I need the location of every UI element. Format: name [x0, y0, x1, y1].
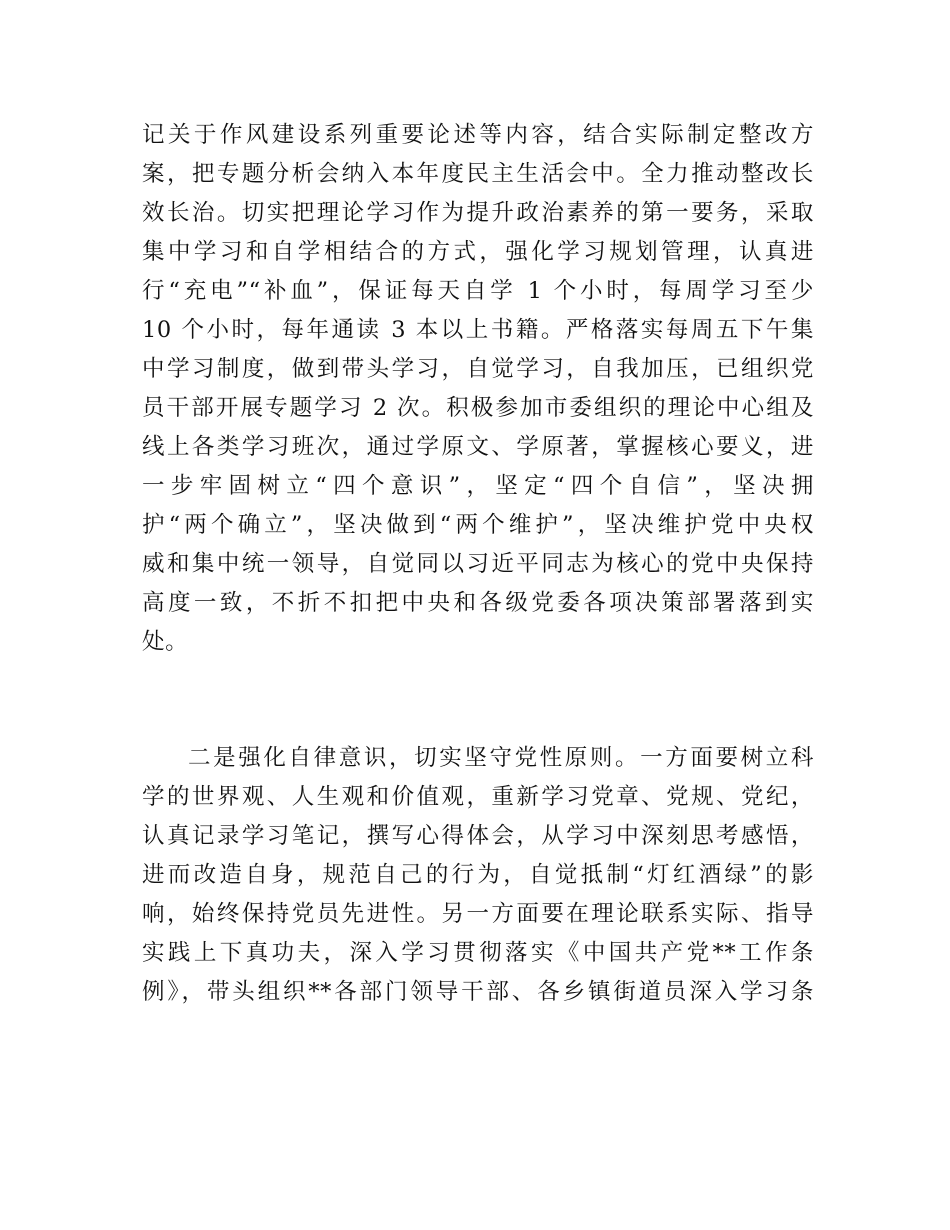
paragraph-line: 例》，带头组织**各部门领导干部、各乡镇街道员深入学习条	[142, 979, 814, 1005]
paragraph-line: 10 个小时，每年通读 3 本以上书籍。严格落实每周五下午集	[142, 317, 814, 343]
paragraph-line: 案，把专题分析会纳入本年度民主生活会中。全力推动整改长	[142, 161, 814, 187]
paragraph-line: 实践上下真功夫，深入学习贯彻落实《中国共产党**工作条	[142, 940, 814, 966]
paragraph-line: 中学习制度，做到带头学习，自觉学习，自我加压，已组织党	[142, 356, 814, 382]
paragraph-line: 线上各类学习班次，通过学原文、学原著，掌握核心要义，进	[142, 434, 814, 460]
paragraph-line: 二是强化自律意识，切实坚守党性原则。一方面要树立科	[188, 745, 814, 771]
paragraph-line: 响，始终保持党员先进性。另一方面要在理论联系实际、指导	[142, 901, 814, 927]
paragraph-line: 员干部开展专题学习 2 次。积极参加市委组织的理论中心组及	[142, 395, 814, 421]
paragraph-line: 学的世界观、人生观和价值观，重新学习党章、党规、党纪，	[142, 784, 814, 810]
paragraph-1	[142, 116, 814, 662]
paragraph-line: 记关于作风建设系列重要论述等内容，结合实际制定整改方	[142, 122, 814, 148]
paragraph-line: 威和集中统一领导，自觉同以习近平同志为核心的党中央保持	[142, 551, 814, 577]
paragraph-line: 行“充电”“补血”，保证每天自学 1 个小时，每周学习至少	[142, 278, 814, 304]
paragraph-line: 效长治。切实把理论学习作为提升政治素养的第一要务，采取	[142, 200, 814, 226]
paragraph-line: 护“两个确立”，坚决做到“两个维护”，坚决维护党中央权	[142, 512, 814, 538]
paragraph-line: 处。	[142, 629, 189, 655]
paragraph-2	[142, 739, 814, 1012]
paragraph-line: 一步牢固树立“四个意识”，坚定“四个自信”，坚决拥	[142, 473, 814, 499]
paragraph-line: 集中学习和自学相结合的方式，强化学习规划管理，认真进	[142, 239, 814, 265]
paragraph-line: 认真记录学习笔记，撰写心得体会，从学习中深刻思考感悟，	[142, 823, 814, 849]
paragraph-line: 进而改造自身，规范自己的行为，自觉抵制“灯红酒绿”的影	[142, 862, 814, 888]
paragraph-line: 高度一致，不折不扣把中央和各级党委各项决策部署落到实	[142, 590, 814, 616]
